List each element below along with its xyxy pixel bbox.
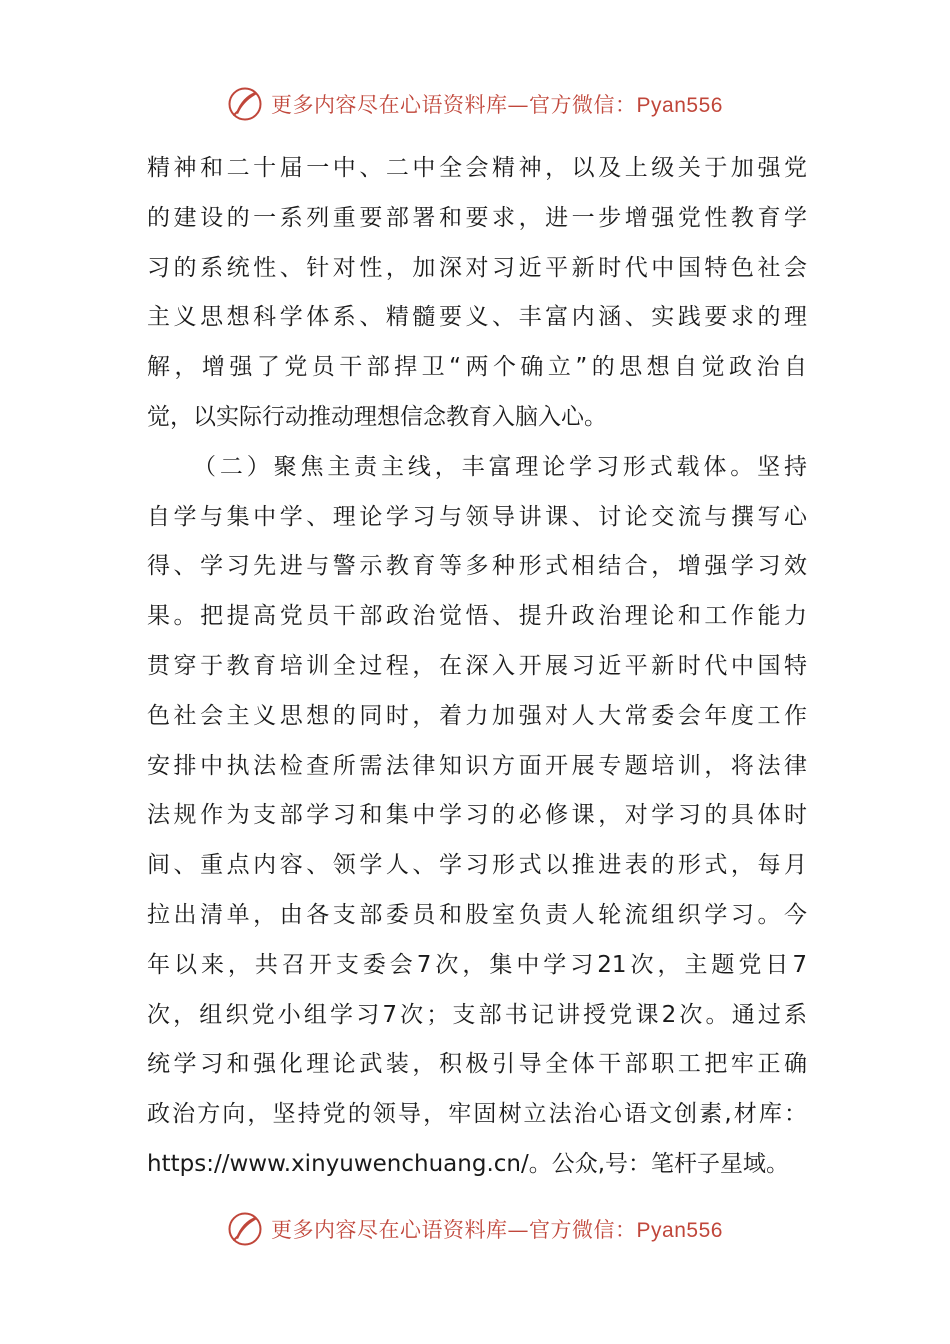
text-line: 的建设的一系列重要部署和要求，进一步增强党性教育学: [147, 204, 807, 231]
text-line: （二）聚焦主责主线，丰富理论学习形式载体。坚持: [193, 453, 807, 480]
text-line: 贯穿于教育培训全过程，在深入开展习近平新时代中国特: [147, 652, 807, 679]
text-line: https://www.xinyuwenchuang.cn/。公众,号：笔杆子星域。: [147, 1150, 790, 1177]
paragraph: [147, 443, 807, 1190]
text-line: 觉，以实际行动推动理想信念教育入脑入心。: [147, 403, 607, 430]
text-line: 精神和二十届一中、二中全会精神，以及上级关于加强党: [147, 155, 807, 181]
text-line: 习的系统性、针对性，加深对习近平新时代中国特色社会: [147, 254, 807, 281]
text-line: 拉出清单，由各支部委员和股室负责人轮流组织学习。今: [147, 901, 807, 928]
text-line: 色社会主义思想的同时，着力加强对人大常委会年度工作: [147, 702, 807, 729]
text-line: 次，组织党小组学习7次；支部书记讲授党课2次。通过系: [147, 1001, 807, 1028]
wechat-id: Pyan556: [636, 1219, 723, 1242]
document-body: [147, 144, 807, 1190]
text-line: 政治方向，坚持党的领导，牢固树立法治心语文创素,材库：: [147, 1101, 807, 1128]
text-line: 年以来，共召开支委会7次，集中学习21次，主题党日7: [147, 951, 807, 978]
text-line: 果。把提高党员干部政治觉悟、提升政治理论和工作能力: [147, 603, 807, 630]
text-line: 主义思想科学体系、精髓要义、丰富内涵、实践要求的理: [147, 304, 807, 331]
text-line: 法规作为支部学习和集中学习的必修课，对学习的具体时: [147, 802, 807, 829]
footer-banner: [0, 1209, 950, 1249]
wechat-id: Pyan556: [636, 94, 723, 117]
text-line: 间、重点内容、领学人、学习形式以推进表的形式，每月: [147, 852, 807, 879]
banner-text: 更多内容尽在心语资料库—官方微信：Pyan556: [271, 93, 723, 117]
quill-pen-icon: [227, 1211, 263, 1247]
paragraph: [147, 144, 807, 443]
text-line: 安排中执法检查所需法律知识方面开展专题培训，将法律: [147, 752, 807, 779]
quill-pen-icon: [227, 86, 263, 122]
text-line: 解，增强了党员干部捍卫“两个确立”的思想自觉政治自: [147, 354, 807, 381]
text-line: 统学习和强化理论武装，积极引导全体干部职工把牢正确: [147, 1051, 807, 1078]
banner-text: 更多内容尽在心语资料库—官方微信：Pyan556: [271, 1218, 723, 1242]
text-line: 得、学习先进与警示教育等多种形式相结合，增强学习效: [147, 553, 807, 580]
header-banner: [0, 84, 950, 124]
text-line: 自学与集中学、理论学习与领导讲课、讨论交流与撰写心: [147, 503, 807, 530]
